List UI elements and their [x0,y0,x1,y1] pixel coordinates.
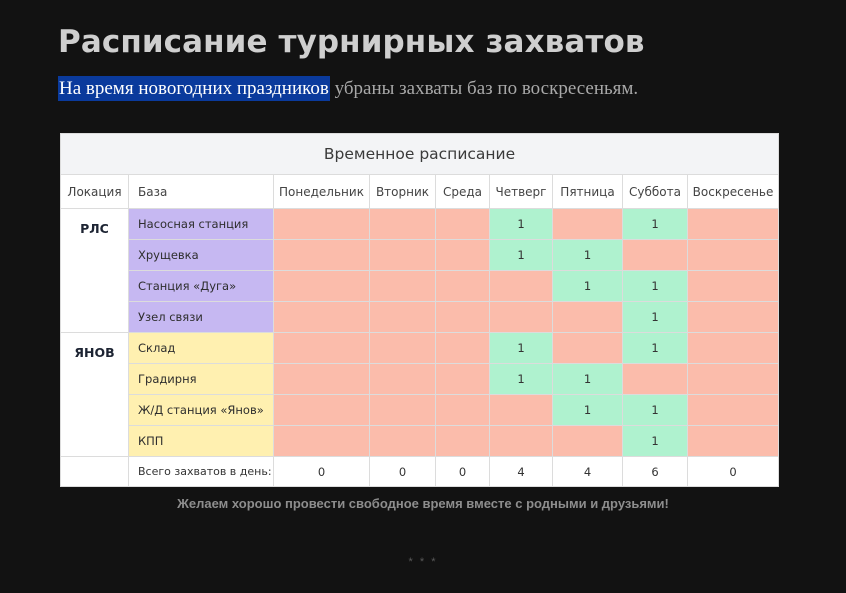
header-day-monday: Понедельник [274,175,370,209]
header-day-wednesday: Среда [436,175,490,209]
no-capture-cell [436,333,490,364]
table-row [61,302,779,333]
table-row [61,364,779,395]
no-capture-cell [370,426,436,457]
no-capture-cell [370,302,436,333]
intro-text: убраны захваты баз по воскресеньям. [329,78,639,99]
no-capture-cell [490,271,553,302]
capture-cell: 1 [553,395,623,426]
capture-cell: 1 [623,333,688,364]
no-capture-cell [688,302,779,333]
no-capture-cell [370,271,436,302]
no-capture-cell [553,333,623,364]
no-capture-cell [436,302,490,333]
table-row [61,395,779,426]
capture-cell: 1 [553,240,623,271]
no-capture-cell [553,426,623,457]
base-name-cell: Градирня [129,364,274,395]
base-name-cell: Насосная станция [129,209,274,240]
no-capture-cell [370,209,436,240]
capture-cell: 1 [623,395,688,426]
table-row [61,240,779,271]
capture-cell: 1 [490,209,553,240]
no-capture-cell [553,209,623,240]
page-title: Расписание турнирных захватов [58,24,645,60]
capture-cell: 1 [553,364,623,395]
footer-note: Желаем хорошо провести свободное время вместе с родными и друзьями! [177,496,669,511]
schedule-body [61,209,779,457]
no-capture-cell [274,426,370,457]
no-capture-cell [274,271,370,302]
total-thursday: 4 [490,457,553,487]
no-capture-cell [274,333,370,364]
header-location: Локация [61,175,129,209]
capture-cell: 1 [623,302,688,333]
no-capture-cell [688,240,779,271]
no-capture-cell [274,240,370,271]
no-capture-cell [436,395,490,426]
no-capture-cell [274,395,370,426]
base-name-cell: КПП [129,426,274,457]
no-capture-cell [370,240,436,271]
no-capture-cell [490,426,553,457]
intro-highlight: На время новогодних праздников [59,78,329,99]
no-capture-cell [436,240,490,271]
table-row [61,426,779,457]
no-capture-cell [688,364,779,395]
table-row [61,271,779,302]
capture-cell: 1 [490,364,553,395]
no-capture-cell [688,209,779,240]
no-capture-cell [553,302,623,333]
total-saturday: 6 [623,457,688,487]
header-day-sunday: Воскресенье [688,175,779,209]
table-caption: Временное расписание [61,134,779,175]
no-capture-cell [274,364,370,395]
capture-cell: 1 [623,209,688,240]
intro-paragraph [58,74,638,104]
capture-cell: 1 [490,240,553,271]
no-capture-cell [623,240,688,271]
capture-cell: 1 [623,426,688,457]
no-capture-cell [688,426,779,457]
no-capture-cell [436,364,490,395]
total-tuesday: 0 [370,457,436,487]
totals-empty-cell [61,457,129,487]
no-capture-cell [688,271,779,302]
table-header-row [61,175,779,209]
no-capture-cell [274,209,370,240]
base-name-cell: Хрущевка [129,240,274,271]
base-name-cell: Склад [129,333,274,364]
no-capture-cell [370,395,436,426]
no-capture-cell [490,395,553,426]
capture-cell: 1 [623,271,688,302]
capture-cell: 1 [490,333,553,364]
separator-stars: * * * [408,556,438,568]
no-capture-cell [370,333,436,364]
header-day-friday: Пятница [553,175,623,209]
no-capture-cell [274,302,370,333]
no-capture-cell [623,364,688,395]
base-name-cell: Станция «Дуга» [129,271,274,302]
total-sunday: 0 [688,457,779,487]
no-capture-cell [490,302,553,333]
no-capture-cell [436,426,490,457]
location-cell: ЯНОВ [61,333,129,457]
no-capture-cell [436,209,490,240]
capture-cell: 1 [553,271,623,302]
totals-label: Всего захватов в день: [129,457,274,487]
header-day-tuesday: Вторник [370,175,436,209]
total-wednesday: 0 [436,457,490,487]
no-capture-cell [688,395,779,426]
totals-row [61,457,779,487]
no-capture-cell [688,333,779,364]
base-name-cell: Ж/Д станция «Янов» [129,395,274,426]
table-row [61,209,779,240]
total-friday: 4 [553,457,623,487]
no-capture-cell [370,364,436,395]
header-day-thursday: Четверг [490,175,553,209]
table-row [61,333,779,364]
total-monday: 0 [274,457,370,487]
base-name-cell: Узел связи [129,302,274,333]
schedule-table [60,133,779,487]
schedule-table-container [60,133,778,482]
location-cell: РЛС [61,209,129,333]
header-base: База [129,175,274,209]
header-day-saturday: Суббота [623,175,688,209]
no-capture-cell [436,271,490,302]
